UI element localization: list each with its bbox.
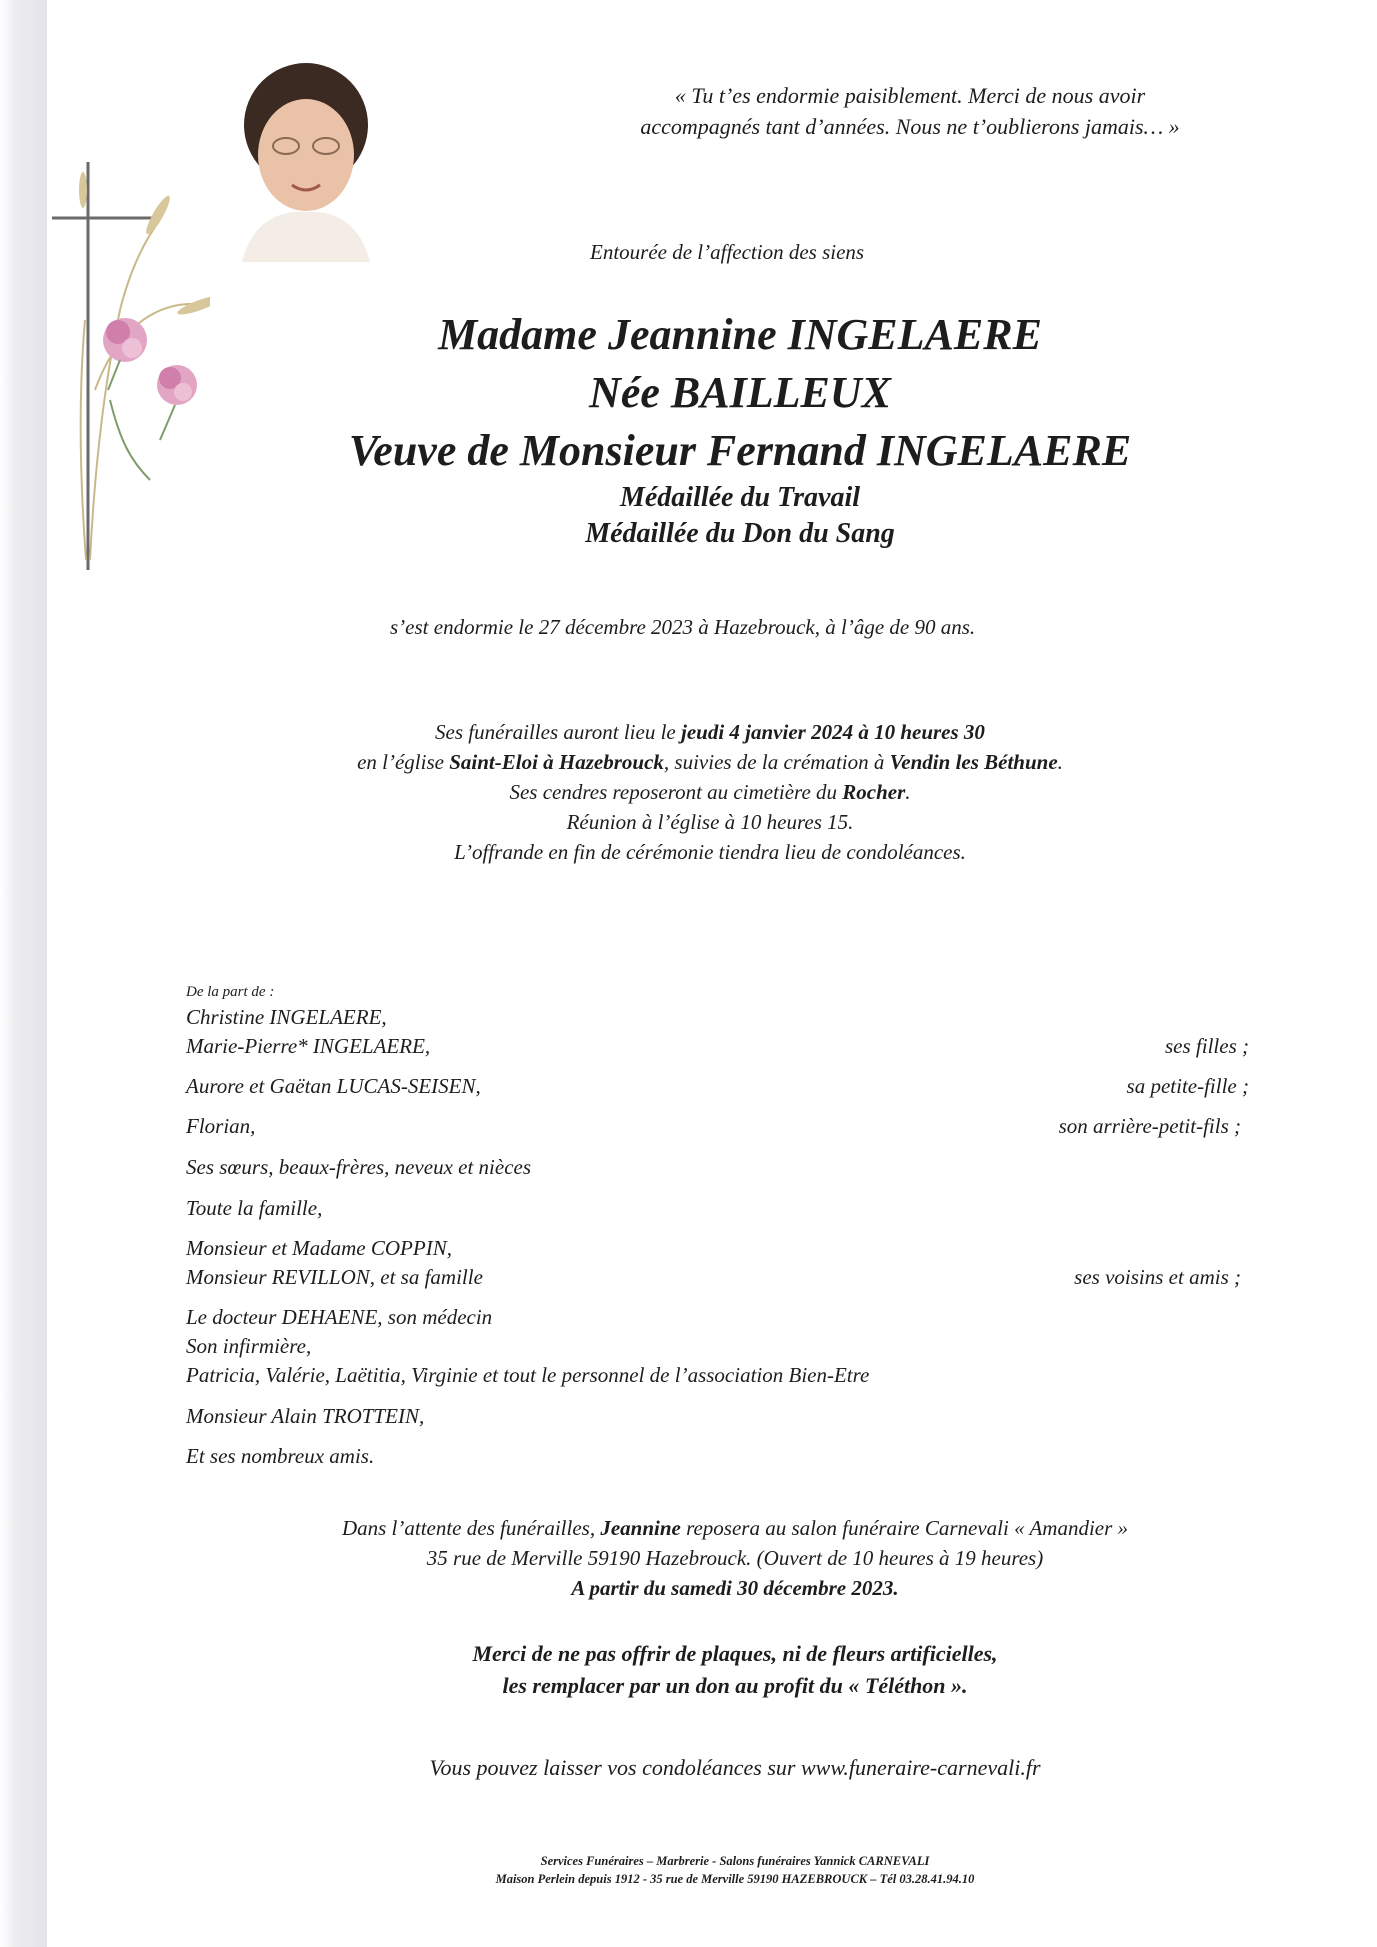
family-entry: Le docteur DEHAENE, son médecin	[186, 1305, 493, 1329]
family-entry: Aurore et Gaëtan LUCAS-SEISEN,	[186, 1074, 481, 1098]
quote-line: « Tu t’es endormie paisiblement. Merci de nous avoir	[674, 83, 1146, 108]
medal-line: Médaillée du Don du Sang	[585, 518, 895, 549]
family-entry: Christine INGELAERE,	[186, 1005, 387, 1029]
quote-line: accompagnés tant d’années. Nous ne t’oublierons jamais… »	[640, 114, 1180, 139]
funeral-line: L’offrande en fin de cérémonie tiendra lieu de condoléances.	[454, 840, 966, 864]
condolences-line: Vous pouvez laisser vos condoléances sur www.funeraire-carnevali.fr	[429, 1755, 1041, 1780]
from-label: De la part de :	[186, 984, 275, 1000]
deceased-name: Madame Jeannine INGELAERE	[438, 310, 1042, 359]
medal-line: Médaillée du Travail	[619, 482, 861, 513]
widow-of: Veuve de Monsieur Fernand INGELAERE	[348, 426, 1132, 475]
church-name: Saint-Eloi à Hazebrouck	[449, 750, 664, 774]
deceased-name-block	[280, 306, 1200, 552]
relation-label: ses filles ;	[1165, 1034, 1249, 1058]
footer	[240, 1852, 1230, 1888]
funeral-date: jeudi 4 janvier 2024 à 10 heures 30	[681, 720, 985, 744]
portrait-photo	[222, 50, 390, 262]
request-line: les remplacer par un don au profit du « Téléthon ».	[502, 1673, 968, 1698]
family-entry: Ses sœurs, beaux-frères, neveux et nièces	[186, 1155, 532, 1179]
relation-label: sa petite-fille ;	[1126, 1074, 1249, 1098]
salon-notice	[240, 1513, 1230, 1603]
family-entry: Florian,	[186, 1114, 256, 1138]
family-entry: Marie-Pierre* INGELAERE,	[186, 1034, 431, 1058]
salon-line: 35 rue de Merville 59190 Hazebrouck. (Ouvert de 10 heures à 19 heures)	[426, 1546, 1044, 1570]
cemetery-name: Rocher	[842, 780, 906, 804]
first-name: Jeannine	[600, 1516, 681, 1540]
intro-line: Entourée de l’affection des siens	[590, 240, 865, 264]
footer-line: Services Funéraires – Marbrerie - Salons funéraires Yannick CARNEVALI	[540, 1854, 930, 1868]
funeral-line: Ses funérailles auront lieu le jeudi 4 janvier 2024 à 10 heures 30	[435, 720, 985, 744]
epigraph-quote	[600, 80, 1220, 142]
funeral-line: Ses cendres reposeront au cimetière du Rocher.	[509, 780, 911, 804]
family-entry: Et ses nombreux amis.	[186, 1444, 375, 1468]
family-entry: Monsieur et Madame COPPIN,	[186, 1236, 452, 1260]
family-entry: Monsieur REVILLON, et sa famille	[186, 1265, 483, 1289]
footer-line: Maison Perlein depuis 1912 - 35 rue de Merville 59190 HAZEBROUCK – Tél 03.28.41.94.10	[495, 1872, 975, 1886]
cross-flower-decoration	[50, 160, 210, 580]
funeral-details	[240, 717, 1180, 867]
death-notice: s’est endormie le 27 décembre 2023 à Hazebrouck, à l’âge de 90 ans.	[390, 615, 976, 639]
relation-label: son arrière-petit-fils ;	[1058, 1114, 1241, 1138]
cremation-place: Vendin les Béthune	[889, 750, 1058, 774]
family-entry: Toute la famille,	[186, 1196, 323, 1220]
relation-label: ses voisins et amis ;	[1074, 1265, 1241, 1289]
maiden-name: Née BAILLEUX	[589, 368, 891, 417]
salon-line: A partir du samedi 30 décembre 2023.	[571, 1576, 899, 1600]
family-entry: Monsieur Alain TROTTEIN,	[186, 1404, 425, 1428]
family-entry: Patricia, Valérie, Laëtitia, Virginie et tout le personnel de l’association Bien-Etre	[186, 1363, 870, 1387]
family-entry: Son infirmière,	[186, 1334, 312, 1358]
page-margin-band	[0, 0, 47, 1947]
salon-line: Dans l’attente des funérailles, Jeannine reposera au salon funéraire Carnevali « Amandier »	[341, 1516, 1129, 1540]
funeral-line: en l’église Saint-Eloi à Hazebrouck, suivies de la crémation à Vendin les Béthune.	[357, 750, 1063, 774]
donation-request	[240, 1638, 1230, 1702]
request-line: Merci de ne pas offrir de plaques, ni de fleurs artificielles,	[472, 1641, 998, 1666]
funeral-line: Réunion à l’église à 10 heures 15.	[566, 810, 854, 834]
